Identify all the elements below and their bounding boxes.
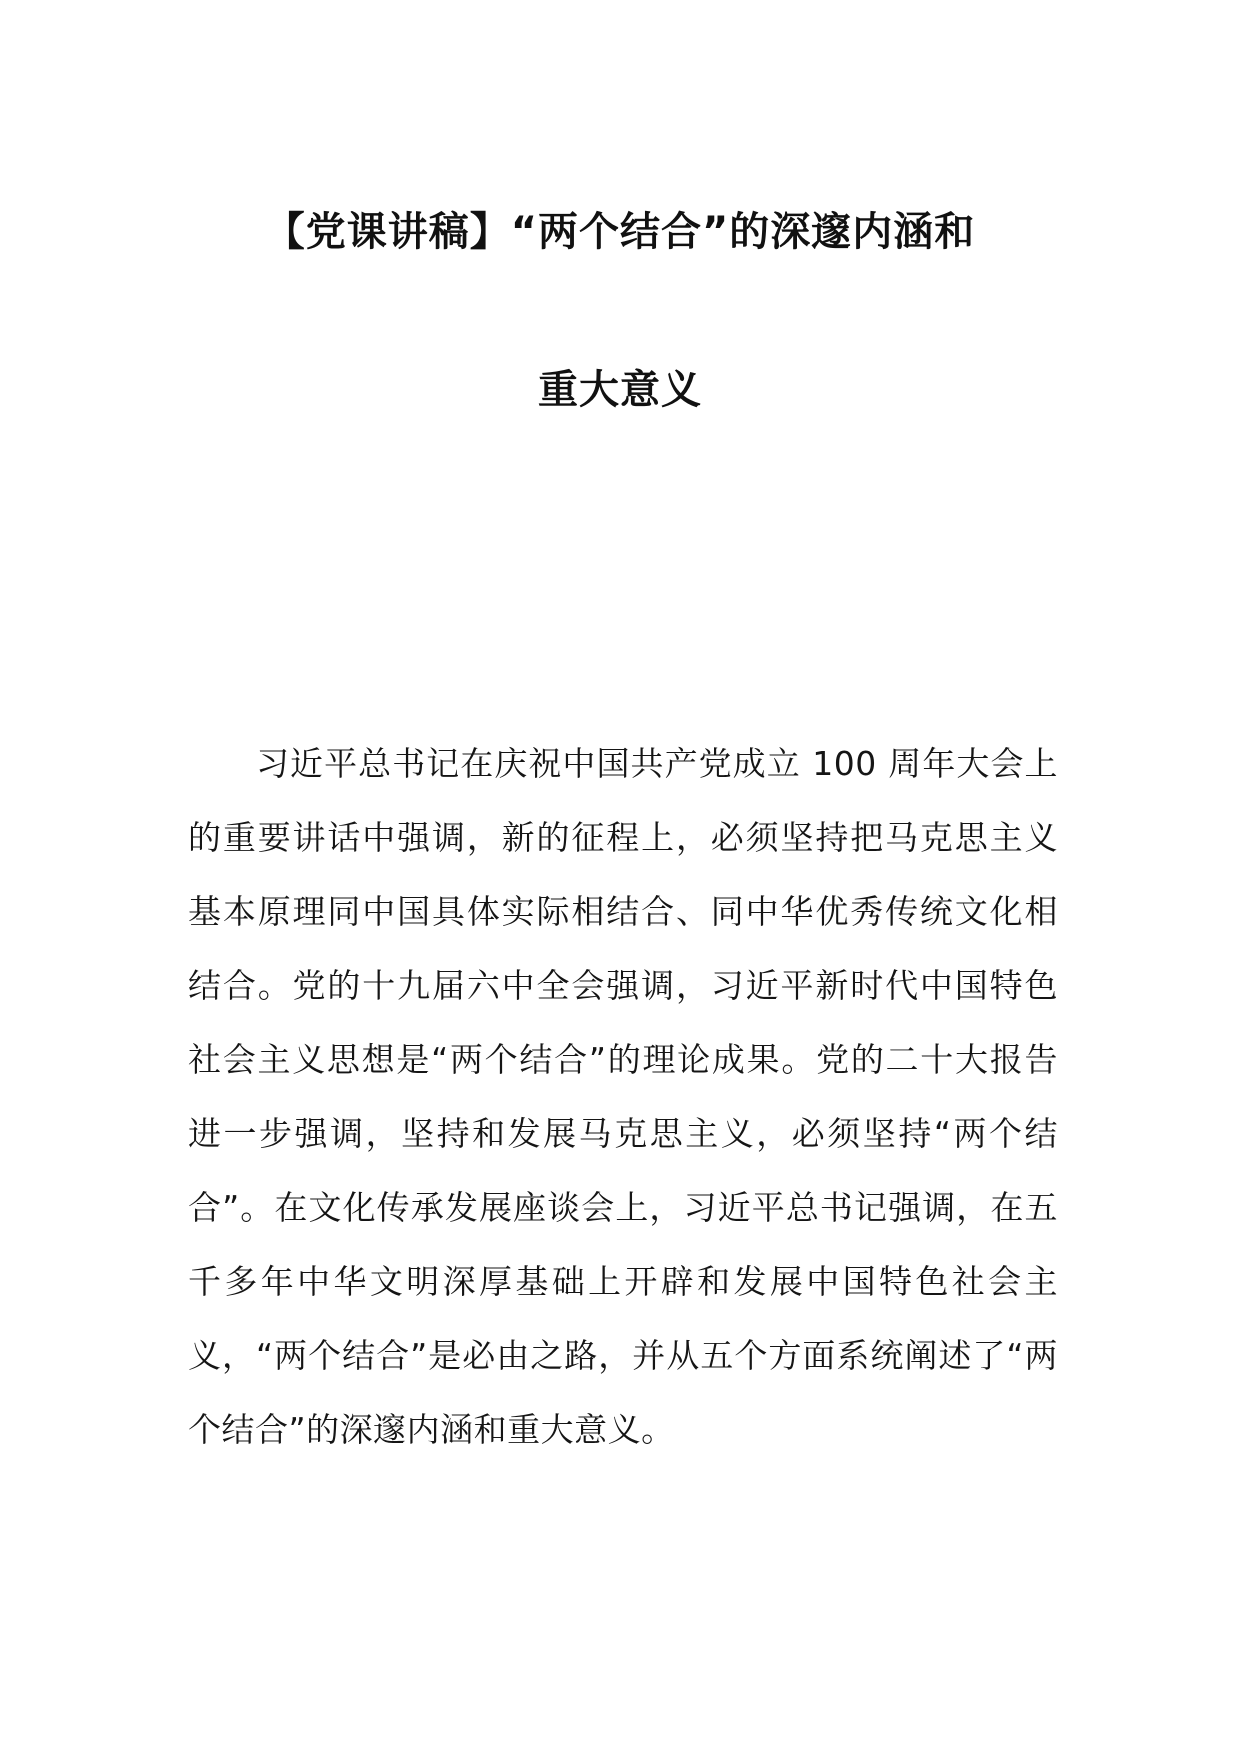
page-title-line-1: 【党课讲稿】“两个结合”的深邃内涵和 bbox=[264, 209, 976, 255]
body-paragraph: 习近平总书记在庆祝中国共产党成立 100 周年大会上的重要讲话中强调，新的征程上，必须坚持把马克思主义基本原理同中国具体实际相结合、同中华优秀传统文化相结合。党的十九届六中全会强调，习近平新时代中国特色社会主义思想是“两个结合”的理论成果。党的二十大报告进一步强调，坚持和发展马克思主义，必须坚持“两个结合”。在文化传承发展座谈会上，习近平总书记强调，在五千多年中华文明深厚基础上开辟和发展中国特色社会主义，“两个结合”是必由之路，并从五个方面系统阐述了“两个结合”的深邃内涵和重大意义。 bbox=[188, 744, 1058, 1449]
page-title-line-2: 重大意义 bbox=[538, 367, 702, 413]
